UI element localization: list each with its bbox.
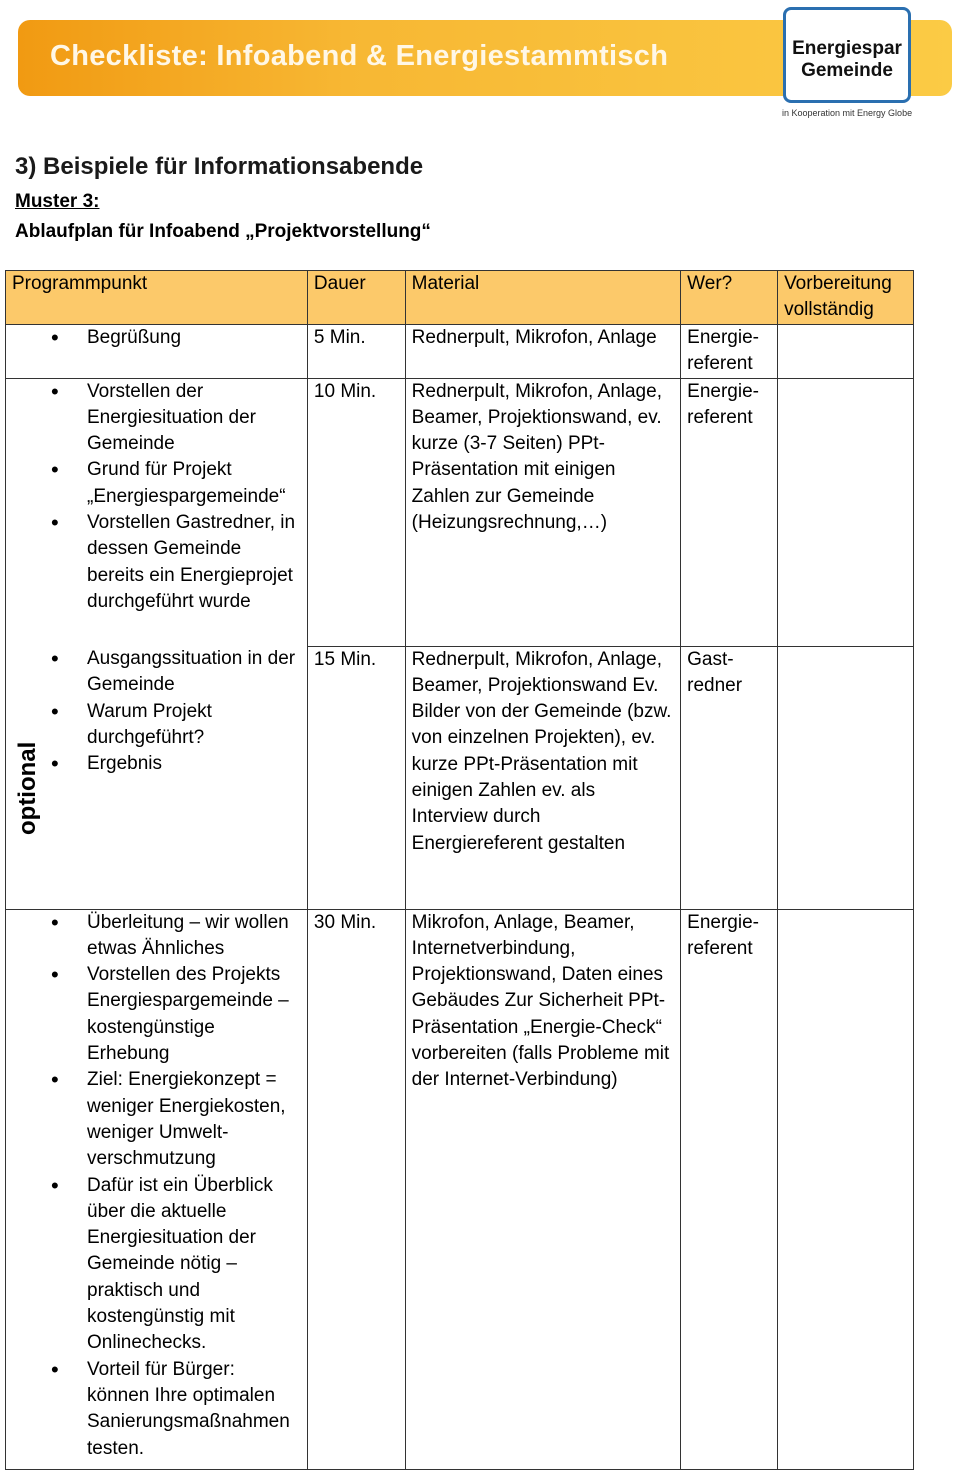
list-item: • Dafür ist ein Überblick über die aktuelle Energiesituation der Gemeinde nötig – praktisch und kostengünstig mit Onlinechecks.	[87, 1173, 301, 1357]
list-item: • Warum Projekt durchgeführt?	[87, 699, 301, 752]
done-cell[interactable]	[778, 646, 914, 909]
who-cell: Energie-referent	[681, 324, 778, 378]
section-title: 3) Beispiele für Informationsabende	[15, 153, 424, 180]
list-item: • Vorteil für Bürger: können Ihre optimalen Sanierungsmaßnahmen testen.	[87, 1357, 301, 1462]
header-cell: Programmpunkt	[6, 271, 308, 325]
duration-cell: 10 Min.	[307, 378, 405, 646]
list-item: • Grund für Projekt „Energiespargemeinde“	[87, 457, 301, 510]
table-header-row	[6, 271, 914, 325]
material-cell: Mikrofon, Anlage, Beamer, Internetverbindung, Projektionswand, Daten eines Gebäudes Zur Sicherheit PPt-Präsentation „Energie-Check“ vorbereiten (falls Probleme mit der Internet-Verbindung)	[405, 909, 681, 1469]
list-item: • Überleitung – wir wollen etwas Ähnliches	[87, 910, 301, 963]
material-cell: Rednerpult, Mikrofon, Anlage, Beamer, Projektionswand, ev. kurze (3-7 Seiten) PPt-Präsentation mit einigen Zahlen zur Gemeinde (Heizungsrechnung,…)	[405, 378, 681, 646]
material-cell: Rednerpult, Mikrofon, Anlage, Beamer, Projektionswand Ev. Bilder von der Gemeinde (bzw. von einzelnen Projekten), ev. kurze PPt-Präsentation mit einigen Zahlen ev. als Interview durch Energiereferent gestalten	[405, 646, 681, 909]
who-cell: Energie-referent	[681, 378, 778, 646]
who-cell: Gast-redner	[681, 646, 778, 909]
who-cell: Energie-referent	[681, 909, 778, 1469]
table-row	[6, 324, 914, 378]
document-title: Checkliste: Infoabend & Energiestammtisch	[50, 40, 669, 72]
optional-label: optional	[14, 741, 41, 835]
table-row	[6, 646, 914, 909]
table-row	[6, 909, 914, 1469]
duration-cell: 30 Min.	[307, 909, 405, 1469]
list-item: • Ziel: Energiekonzept = weniger Energiekosten, weniger Umwelt-verschmutzung	[87, 1067, 301, 1172]
list-item: • Vorstellen der Energiesituation der Gemeinde	[87, 379, 301, 458]
header-cell: Vorbereitung vollständig	[778, 271, 914, 325]
header-cell: Material	[405, 271, 681, 325]
done-cell[interactable]	[778, 909, 914, 1469]
table-row	[6, 378, 914, 646]
done-cell[interactable]	[778, 324, 914, 378]
done-cell[interactable]	[778, 378, 914, 646]
list-item: • Begrüßung	[87, 325, 301, 351]
schedule-table	[5, 270, 914, 1470]
logo-subtitle: in Kooperation mit Energy Globe	[782, 108, 913, 118]
plan-title: Ablaufplan für Infoabend „Projektvorstellung“	[15, 221, 431, 242]
duration-cell: 15 Min.	[307, 646, 405, 909]
logo: Energiespar Gemeinde	[783, 7, 911, 103]
list-item: • Ergebnis	[87, 751, 301, 777]
header-cell: Dauer	[307, 271, 405, 325]
list-item: • Vorstellen des Projekts Energiespargemeinde – kostengünstige Erhebung	[87, 962, 301, 1067]
header-cell: Wer?	[681, 271, 778, 325]
list-item: • Ausgangssituation in der Gemeinde	[87, 646, 301, 699]
list-item: • Vorstellen Gastredner, in dessen Gemeinde bereits ein Energieprojet durchgeführt wurde	[87, 510, 301, 615]
duration-cell: 5 Min.	[307, 324, 405, 378]
pattern-label: Muster 3:	[15, 191, 100, 212]
material-cell: Rednerpult, Mikrofon, Anlage	[405, 324, 681, 378]
